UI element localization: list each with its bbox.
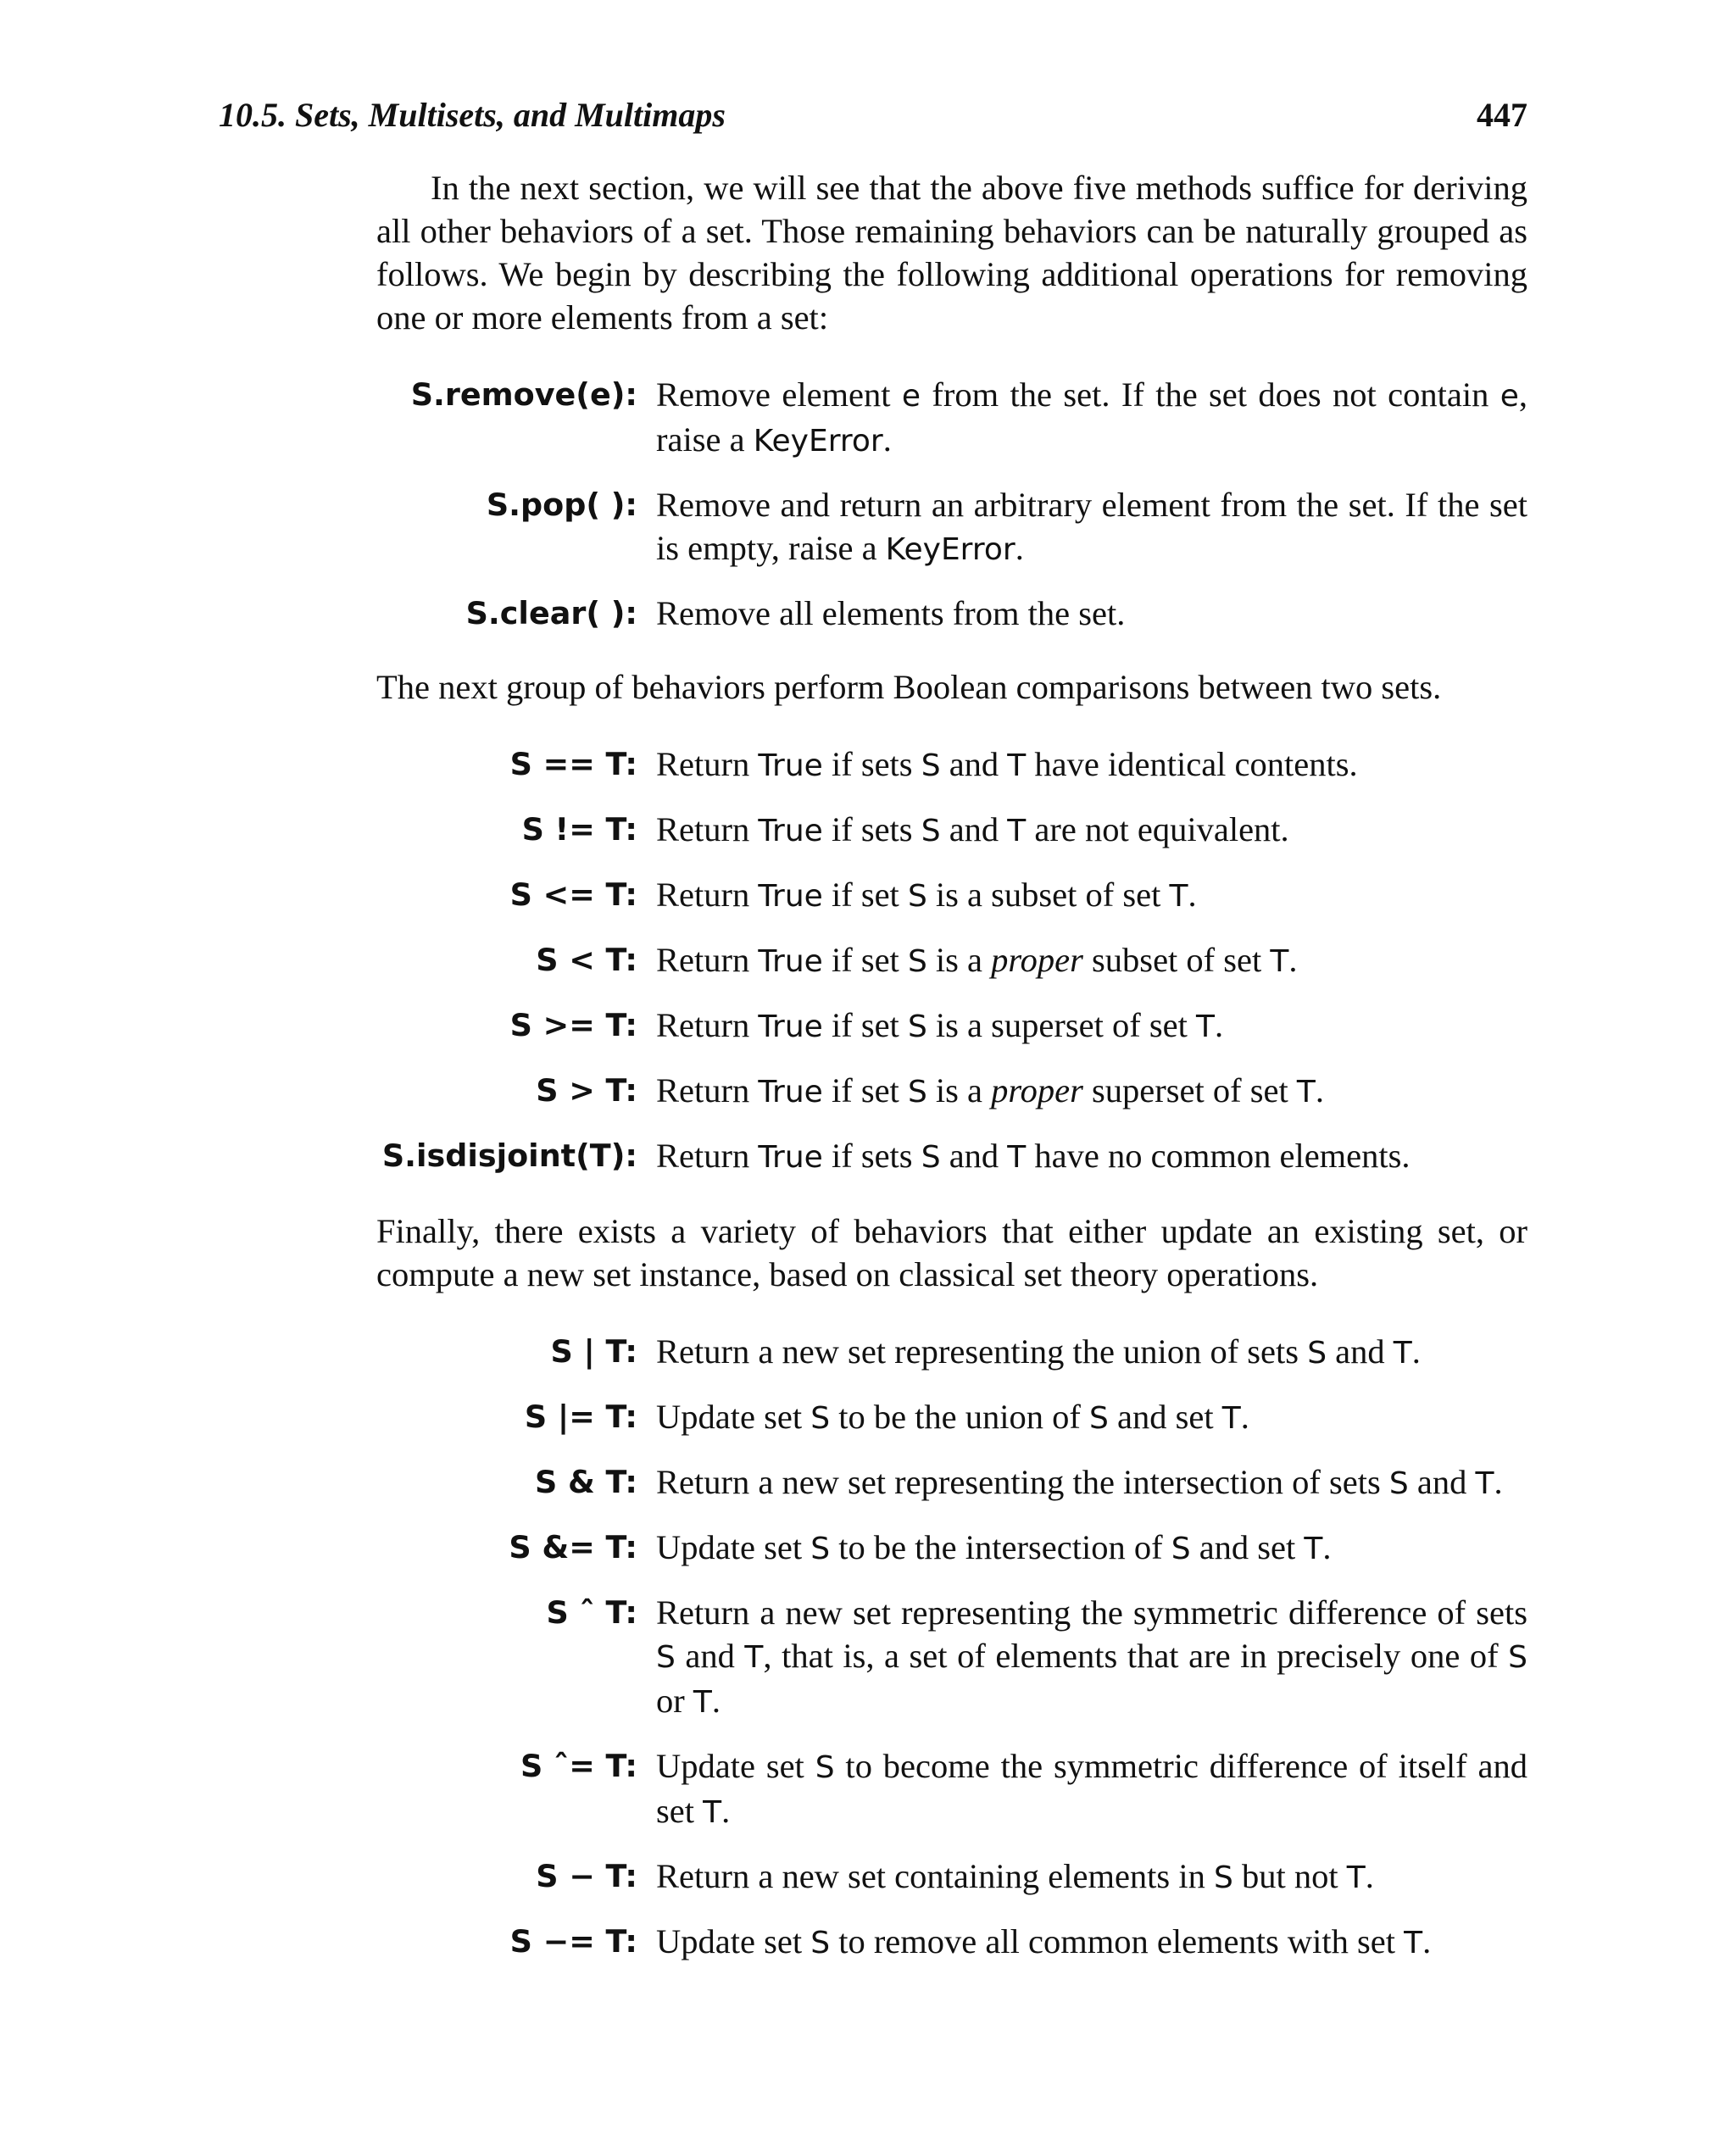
code-token: S bbox=[921, 1140, 941, 1175]
description-text: . bbox=[1494, 1463, 1503, 1501]
code-token: S bbox=[1307, 1336, 1327, 1371]
comparison-intro-paragraph: The next group of behaviors perform Boolean comparisons between two sets. bbox=[376, 668, 1442, 706]
description-text: superset of set bbox=[1082, 1071, 1297, 1109]
definition-row bbox=[376, 1004, 1527, 1048]
definition-row bbox=[376, 592, 1527, 635]
code-token: e bbox=[901, 379, 921, 414]
description-text: . bbox=[1322, 1528, 1332, 1566]
code-token: T bbox=[1221, 1401, 1241, 1436]
code-token: True bbox=[758, 1075, 823, 1109]
code-token: T bbox=[703, 1795, 722, 1830]
description-text: Return a new set containing elements in bbox=[656, 1857, 1214, 1895]
code-token: T bbox=[1346, 1860, 1366, 1895]
code-token: True bbox=[758, 944, 823, 979]
definition-row bbox=[376, 1395, 1527, 1440]
definition-row bbox=[376, 1920, 1527, 1965]
operation-term: S <= T: bbox=[509, 876, 637, 913]
section-title: 10.5. Sets, Multisets, and Multimaps bbox=[219, 96, 726, 134]
definition-row bbox=[376, 742, 1527, 787]
operation-term: S −= T: bbox=[509, 1923, 637, 1960]
description-text: and bbox=[1408, 1463, 1476, 1501]
description-text: if sets bbox=[822, 745, 921, 783]
description-text: Update set bbox=[656, 1398, 811, 1436]
code-token: e bbox=[1500, 379, 1519, 414]
operation-term: S − T: bbox=[536, 1858, 637, 1894]
definition-row bbox=[376, 1744, 1527, 1834]
code-token: S bbox=[907, 879, 927, 914]
description-text: Remove and return an arbitrary element from the set. If the set is empty, raise a bbox=[656, 486, 1527, 567]
code-token: T bbox=[1404, 1926, 1423, 1960]
settheory-intro-paragraph: Finally, there exists a variety of behaviors that either update an existing set, or compute a new set instance, based on classical set theory operations. bbox=[376, 1212, 1527, 1293]
description-text: is a bbox=[926, 1071, 992, 1109]
description-text: Return a new set representing the union of sets bbox=[656, 1332, 1308, 1371]
code-token: T bbox=[1007, 748, 1027, 783]
definition-row bbox=[376, 483, 1527, 571]
operation-description bbox=[656, 1526, 1527, 1571]
operation-term: S == T: bbox=[509, 746, 637, 782]
operation-description bbox=[656, 938, 1527, 983]
description-text: Return bbox=[656, 1006, 759, 1044]
description-text: and bbox=[940, 810, 1008, 848]
definition-row bbox=[376, 1134, 1527, 1179]
definition-row bbox=[376, 1526, 1527, 1571]
operation-description bbox=[656, 808, 1527, 853]
code-token: S bbox=[1213, 1860, 1233, 1895]
operation-term: S > T: bbox=[536, 1072, 637, 1109]
description-text: Remove element bbox=[656, 375, 902, 414]
code-token: S bbox=[656, 1640, 676, 1675]
code-token: T bbox=[693, 1685, 712, 1720]
operation-description bbox=[656, 1744, 1527, 1834]
operation-description bbox=[656, 483, 1527, 571]
code-token: S bbox=[907, 944, 927, 979]
code-token: KeyError bbox=[885, 532, 1015, 567]
page-body bbox=[376, 166, 1527, 1995]
code-token: S bbox=[810, 1401, 831, 1436]
emphasis-text: proper bbox=[991, 941, 1083, 979]
description-text: . bbox=[721, 1792, 731, 1830]
definition-row bbox=[376, 373, 1527, 463]
operation-description bbox=[656, 1004, 1527, 1048]
description-text: or bbox=[656, 1682, 693, 1720]
operation-term: S < T: bbox=[536, 942, 637, 978]
description-text: and bbox=[1327, 1332, 1394, 1371]
definition-row bbox=[376, 808, 1527, 853]
operation-term: S >= T: bbox=[509, 1007, 637, 1043]
operation-description bbox=[656, 592, 1527, 635]
description-text: Return bbox=[656, 810, 759, 848]
description-text: and bbox=[940, 1137, 1008, 1175]
description-text: to become the symmetric difference of itself and set bbox=[656, 1747, 1527, 1830]
code-token: S bbox=[921, 814, 941, 848]
code-token: True bbox=[758, 748, 823, 783]
description-text: and bbox=[940, 745, 1008, 783]
description-text: Update set bbox=[656, 1528, 811, 1566]
description-text: . bbox=[1188, 876, 1197, 914]
code-token: True bbox=[758, 1009, 823, 1044]
description-text: , that is, a set of elements that are in precisely one of bbox=[763, 1637, 1509, 1675]
code-token: S bbox=[810, 1532, 831, 1566]
page-number: 447 bbox=[1477, 96, 1527, 134]
description-text: Return a new set representing the intersection of sets bbox=[656, 1463, 1389, 1501]
description-text: . bbox=[1365, 1857, 1374, 1895]
operation-term: S.pop( ): bbox=[486, 487, 637, 523]
operation-term: S | T: bbox=[550, 1333, 637, 1370]
description-text: . bbox=[1214, 1006, 1224, 1044]
definition-row bbox=[376, 1591, 1527, 1724]
description-text: if set bbox=[822, 941, 908, 979]
description-text: is a bbox=[926, 941, 992, 979]
settheory-operations-list bbox=[376, 1330, 1527, 1965]
code-token: True bbox=[758, 814, 823, 848]
code-token: True bbox=[758, 879, 823, 914]
description-text: have identical contents. bbox=[1026, 745, 1358, 783]
description-text: to remove all common elements with set bbox=[830, 1922, 1405, 1960]
code-token: S bbox=[1508, 1640, 1527, 1675]
description-text: . bbox=[1288, 941, 1298, 979]
definition-row bbox=[376, 1855, 1527, 1899]
description-text: are not equivalent. bbox=[1026, 810, 1289, 848]
operation-term: S |= T: bbox=[524, 1399, 637, 1435]
description-text: and set bbox=[1190, 1528, 1305, 1566]
description-text: . bbox=[1422, 1922, 1432, 1960]
operation-description bbox=[656, 1395, 1527, 1440]
definition-row bbox=[376, 1330, 1527, 1375]
description-text: Return bbox=[656, 941, 759, 979]
emphasis-text: proper bbox=[991, 1071, 1083, 1109]
operation-description bbox=[656, 873, 1527, 918]
code-token: S bbox=[907, 1075, 927, 1109]
description-text: Remove all elements from the set. bbox=[656, 594, 1126, 632]
description-text: Return bbox=[656, 876, 759, 914]
code-token: T bbox=[1270, 944, 1289, 979]
description-text: is a superset of set bbox=[926, 1006, 1196, 1044]
description-text: Update set bbox=[656, 1747, 815, 1785]
code-token: KeyError bbox=[753, 424, 883, 459]
description-text: have no common elements. bbox=[1026, 1137, 1410, 1175]
description-text: to be the intersection of bbox=[830, 1528, 1171, 1566]
code-token: T bbox=[1393, 1336, 1412, 1371]
definition-row bbox=[376, 1069, 1527, 1114]
operation-term: S.clear( ): bbox=[465, 595, 637, 631]
intro-paragraph: In the next section, we will see that the above five methods suffice for deriving all other behaviors of a set. Those remaining behaviors can be naturally grouped as follows. We begin by describing the following additional operations for removing one or more elements from a set: bbox=[376, 169, 1527, 336]
operation-description bbox=[656, 1069, 1527, 1114]
description-text: , raise a bbox=[656, 375, 1527, 459]
code-token: S bbox=[810, 1926, 831, 1960]
description-text: . bbox=[1315, 1071, 1324, 1109]
description-text: subset of set bbox=[1082, 941, 1271, 979]
code-token: T bbox=[1169, 879, 1188, 914]
description-text: and bbox=[675, 1637, 745, 1675]
code-token: S bbox=[815, 1750, 835, 1785]
code-token: T bbox=[1296, 1075, 1316, 1109]
operation-description bbox=[656, 373, 1527, 463]
code-token: S bbox=[907, 1009, 927, 1044]
description-text: Return bbox=[656, 745, 759, 783]
description-text: but not bbox=[1232, 1857, 1347, 1895]
description-text: is a subset of set bbox=[926, 876, 1170, 914]
operation-description bbox=[656, 1591, 1527, 1724]
code-token: T bbox=[744, 1640, 764, 1675]
description-text: . bbox=[1015, 529, 1024, 567]
operation-description bbox=[656, 1460, 1527, 1505]
description-text: . bbox=[711, 1682, 721, 1720]
operation-description bbox=[656, 1134, 1527, 1179]
operation-description bbox=[656, 742, 1527, 787]
definition-row bbox=[376, 938, 1527, 983]
description-text: . bbox=[1240, 1398, 1249, 1436]
code-token: T bbox=[1195, 1009, 1215, 1044]
code-token: True bbox=[758, 1140, 823, 1175]
operation-term: S & T: bbox=[534, 1464, 637, 1500]
operation-description bbox=[656, 1920, 1527, 1965]
description-text: . bbox=[882, 420, 892, 459]
description-text: if set bbox=[822, 876, 908, 914]
code-token: T bbox=[1007, 1140, 1027, 1175]
operation-term: S ˆ= T: bbox=[520, 1748, 637, 1784]
definition-row bbox=[376, 873, 1527, 918]
code-token: S bbox=[1089, 1401, 1109, 1436]
code-token: T bbox=[1475, 1466, 1494, 1501]
operation-term: S.isdisjoint(T): bbox=[381, 1137, 637, 1174]
comparison-operations-list bbox=[376, 742, 1527, 1179]
operation-term: S != T: bbox=[521, 811, 637, 848]
code-token: S bbox=[921, 748, 941, 783]
operation-description bbox=[656, 1855, 1527, 1899]
operation-term: S.remove(e): bbox=[410, 376, 637, 413]
operation-term: S ˆ T: bbox=[546, 1594, 637, 1631]
code-token: S bbox=[1388, 1466, 1409, 1501]
description-text: Return bbox=[656, 1071, 759, 1109]
definition-row bbox=[376, 1460, 1527, 1505]
removal-operations-list bbox=[376, 373, 1527, 635]
operation-description bbox=[656, 1330, 1527, 1375]
description-text: . bbox=[1411, 1332, 1421, 1371]
code-token: T bbox=[1007, 814, 1027, 848]
description-text: if set bbox=[822, 1071, 908, 1109]
description-text: Update set bbox=[656, 1922, 811, 1960]
description-text: to be the union of bbox=[830, 1398, 1090, 1436]
code-token: T bbox=[1304, 1532, 1323, 1566]
description-text: if sets bbox=[822, 810, 921, 848]
description-text: Return a new set representing the symmetric difference of sets bbox=[656, 1593, 1527, 1632]
description-text: if set bbox=[822, 1006, 908, 1044]
operation-term: S &= T: bbox=[509, 1529, 637, 1565]
description-text: and set bbox=[1108, 1398, 1222, 1436]
description-text: from the set. If the set does not contain bbox=[921, 375, 1500, 414]
running-header bbox=[219, 95, 1527, 135]
code-token: S bbox=[1171, 1532, 1191, 1566]
description-text: Return bbox=[656, 1137, 759, 1175]
description-text: if sets bbox=[822, 1137, 921, 1175]
